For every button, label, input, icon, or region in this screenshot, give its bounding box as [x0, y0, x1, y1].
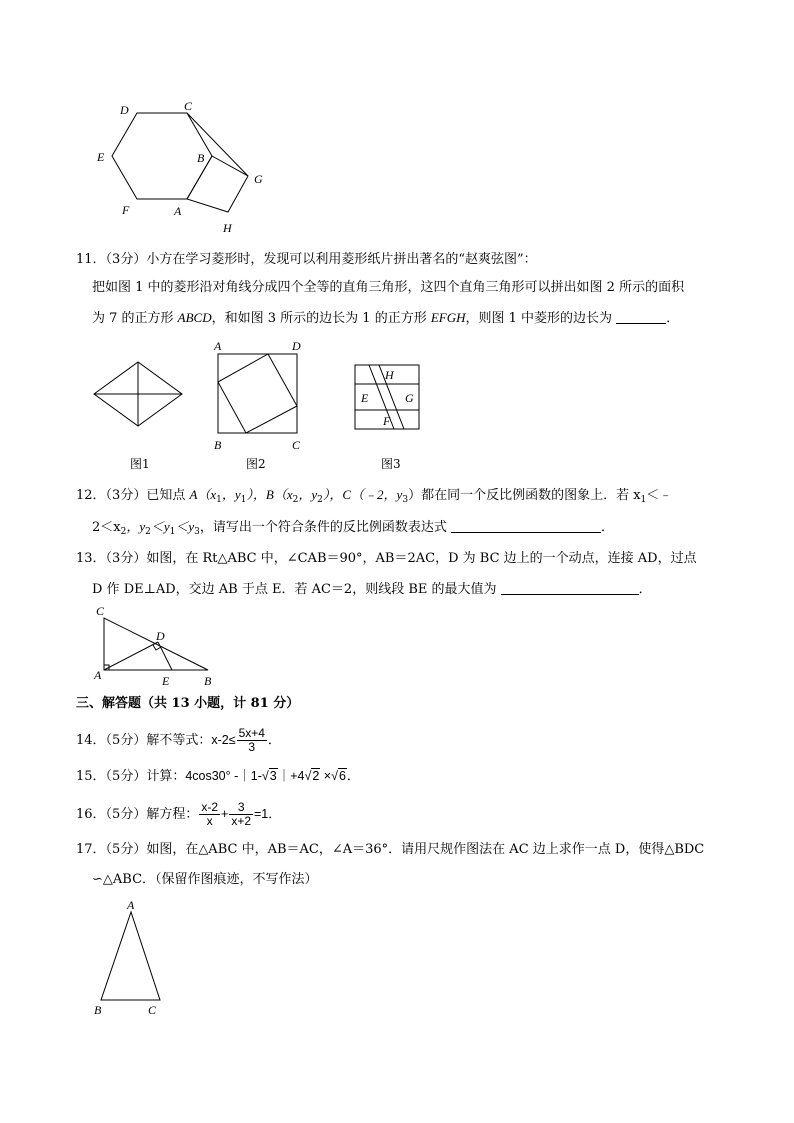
q15-expr1: 4cos30° -｜1-	[185, 769, 262, 783]
rhombus-figure	[92, 360, 184, 432]
q15: 15．（5分）计算：4cos30° -｜1-√3｜+4√2 ×√6．	[76, 769, 360, 784]
hexagon-square-figure	[90, 96, 280, 241]
q14-end: ．	[267, 733, 281, 748]
fig1-caption: 图1	[130, 457, 150, 471]
q12-text-b: A（x	[189, 487, 217, 502]
q13-line2-text: D 作 DE⊥AD，交边 AB 于点 E．若 AC＝2，则线段 BE 的最大值为	[92, 582, 497, 597]
q16-den2: x+2	[231, 814, 251, 828]
fig3-label-G: G	[405, 391, 414, 405]
q12-text-f: ），C（﹣2，y	[322, 487, 403, 502]
q16-rhs: =1．	[254, 807, 281, 821]
label-C: C	[184, 99, 193, 113]
q12-sub: 1	[216, 495, 222, 505]
q16-plus: +	[221, 807, 229, 821]
q11-line1: 11．（3分）小方在学习菱形时，发现可以利用菱形纸片拼出著名的“赵爽弦图”：	[76, 252, 537, 267]
section-3-heading: 三、解答题（共 13 小题，计 81 分）	[76, 696, 300, 711]
q15-root2: 2	[312, 769, 320, 783]
fig2-label-A: A	[214, 339, 222, 353]
q14-numerator: 5x+4	[238, 726, 265, 740]
q12-text-2b: ，y	[126, 519, 146, 534]
q12-text-g: ）都在同一个反比例函数的图象上．若 x	[408, 488, 641, 503]
q11-line3a: 为 7 的正方形	[92, 311, 178, 326]
fig3-label-H: H	[385, 368, 394, 382]
q13-end: ．	[638, 582, 652, 597]
q14-denominator: 3	[248, 740, 256, 754]
q12-sub: 1	[240, 495, 247, 505]
q16-num2: 3	[229, 801, 253, 815]
fig13-label-A: A	[94, 668, 102, 682]
fig13-label-B: B	[204, 674, 212, 688]
answer-blank-12	[451, 520, 601, 533]
label-A: A	[174, 204, 182, 218]
q11-line3c: ，则图 1 中菱形的边长为	[465, 311, 613, 326]
fig3-label-F: F	[383, 414, 391, 428]
q12-text-2d: ＜y	[175, 519, 195, 534]
q16-prefix: 16．（5分）解方程：	[76, 807, 199, 822]
q15-root3: 3	[269, 769, 277, 783]
square-abcd-figure	[210, 337, 310, 455]
label-E: E	[97, 150, 105, 164]
square-abcd-name: ABCD	[177, 310, 212, 325]
fig13-label-C: C	[96, 604, 105, 618]
fig2-caption: 图2	[246, 457, 266, 471]
fig2-label-C: C	[292, 438, 301, 452]
q13-line1: 13．（3分）如图，在 Rt△ABC 中，∠CAB＝90°，AB＝2AC，D 为 BC 边上的一个动点，连接 AD，过点	[76, 551, 697, 566]
fig17-label-A: A	[127, 898, 135, 912]
q14	[76, 724, 281, 757]
q12-sub: 3	[194, 527, 200, 537]
q17-line2: ∽△ABC．（保留作图痕迹，不写作法）	[92, 872, 318, 887]
label-H: H	[223, 221, 232, 235]
q14-prefix: 14．（5分）解不等式：	[76, 733, 212, 748]
q12-text-d: ），B（x	[246, 487, 293, 502]
q15-expr3: ×	[320, 769, 332, 783]
q12-text-2c: ＜y	[150, 519, 170, 534]
q12-sub: 1	[640, 495, 647, 505]
q12-line1	[76, 485, 672, 510]
label-G: G	[254, 172, 263, 186]
q11-line2: 把如图 1 中的菱形沿对角线分成四个全等的直角三角形，这四个直角三角形可以拼出如图 2 所示的面积	[92, 280, 685, 295]
square-efgh-name: EFGH	[430, 310, 466, 325]
q15-end: ．	[346, 769, 360, 784]
isosceles-triangle-figure	[90, 896, 170, 1021]
fig2-label-D: D	[292, 339, 301, 353]
q12-text-a: 12．（3分）已知点	[76, 488, 190, 503]
q14-lhs: x-2≤	[211, 733, 236, 747]
answer-blank-11	[616, 311, 666, 324]
q14-fraction	[237, 727, 267, 754]
q11-end: ．	[666, 311, 680, 326]
q12-sub: 3	[402, 495, 409, 505]
q12-sub: 1	[169, 527, 176, 537]
q12-text-2e: ，请写出一个符合条件的反比例函数表达式	[199, 520, 447, 535]
q12-sub: 2	[120, 527, 127, 537]
label-F: F	[122, 203, 130, 217]
q16-num1: x-2	[201, 800, 218, 814]
q12-text-e: ，y	[298, 487, 318, 502]
triangle-abc-de-figure	[90, 600, 220, 692]
q12-text-c: ，y	[221, 487, 241, 502]
fig2-label-B: B	[214, 438, 222, 452]
q15-root6: 6	[338, 769, 346, 783]
q17-line1: 17．（5分）如图，在△ABC 中，AB＝AC，∠A＝36°．请用尺规作图法在 AC 边上求作一点 D，使得△BDC	[76, 842, 705, 857]
fig3-label-E: E	[361, 391, 369, 405]
fig13-label-E: E	[162, 674, 170, 688]
q15-expr2: ｜+4	[277, 769, 305, 783]
q13-line2	[92, 580, 652, 600]
fig3-caption: 图3	[381, 457, 401, 471]
q12-end: ．	[601, 520, 615, 535]
fig13-label-D: D	[156, 629, 165, 643]
q12-sub: 2	[317, 495, 323, 505]
fig17-label-B: B	[94, 1003, 102, 1017]
label-D: D	[120, 103, 129, 117]
q11-line3b: ，和如图 3 所示的边长为 1 的正方形	[211, 311, 431, 326]
q16-den1: x	[206, 814, 213, 828]
q12-line2	[92, 517, 614, 542]
q12-sub: 2	[145, 527, 151, 537]
q16	[76, 798, 281, 831]
q16-fraction2	[229, 801, 253, 828]
q16-fraction1	[199, 801, 220, 828]
q15-prefix: 15．（5分）计算：	[76, 769, 186, 784]
fig17-label-C: C	[148, 1003, 157, 1017]
label-B: B	[197, 151, 205, 165]
q12-text-h: ＜﹣	[646, 488, 673, 503]
answer-blank-13	[501, 582, 639, 595]
q12-sub: 2	[292, 495, 299, 505]
square-efgh-figure	[352, 362, 422, 432]
q11-line3	[92, 308, 679, 329]
q12-text-2a: 2＜x	[92, 520, 121, 535]
